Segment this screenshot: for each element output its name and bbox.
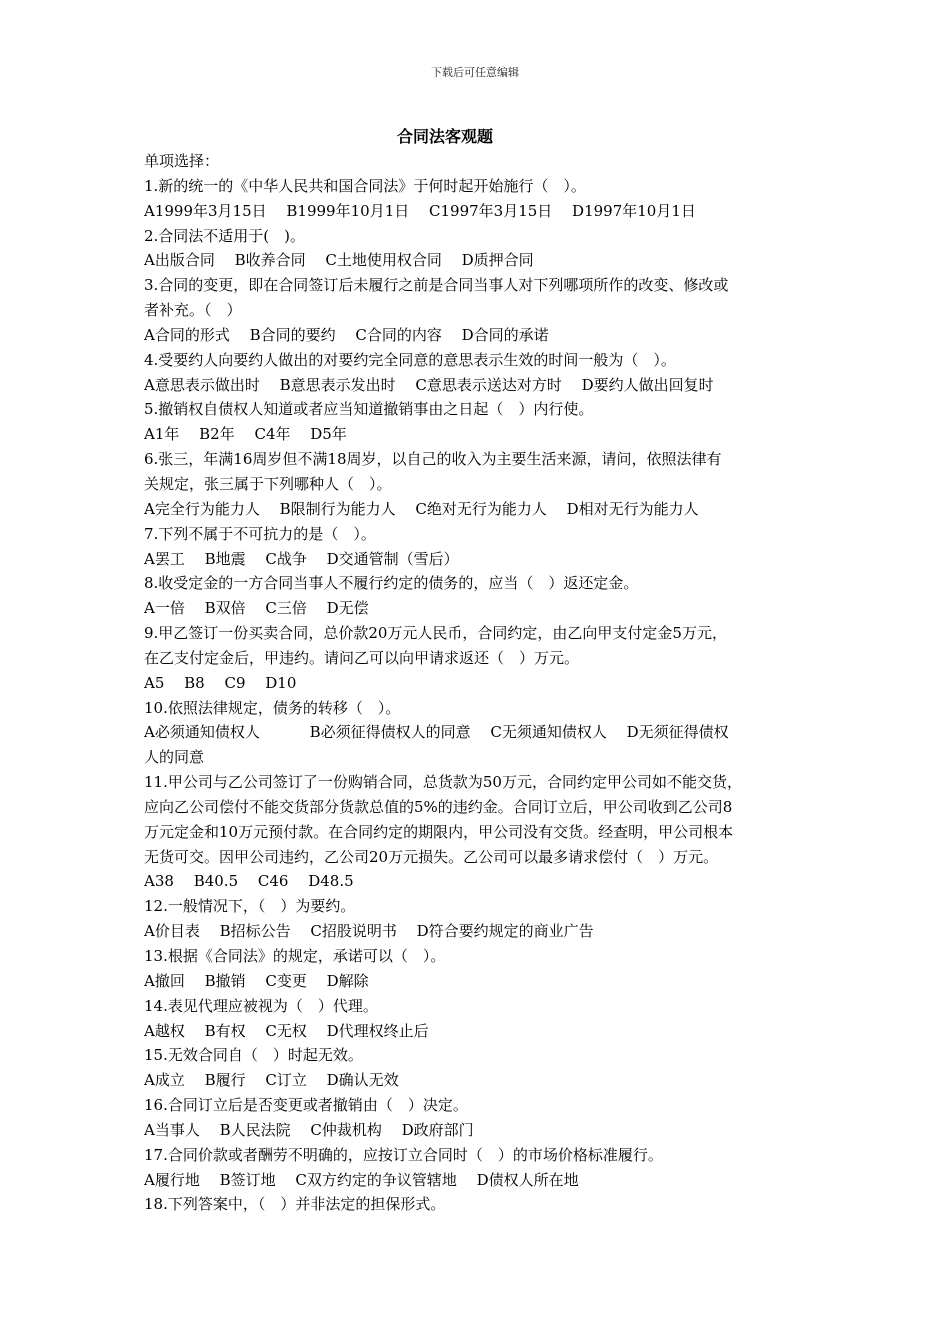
options-10: A必须通知债权人 B必须征得债权人的同意 C无须通知债权人 D无须征得债权	[144, 723, 729, 742]
section-heading: 单项选择：	[144, 152, 220, 170]
question-11-cont-2: 万元定金和10万元预付款。在合同约定的期限内，甲公司没有交货。经查明，甲公司根本	[144, 822, 734, 841]
options-9: A5 B8 C9 D10	[144, 673, 297, 692]
options-5: A1年 B2年 C4年 D5年	[144, 425, 347, 444]
question-9: 9.甲乙签订一份买卖合同，总价款20万元人民币，合同约定，由乙向甲支付定金5万元，	[144, 624, 727, 643]
question-11: 11.甲公司与乙公司签订了一份购销合同，总货款为50万元，合同约定甲公司如不能交货，	[144, 773, 742, 792]
options-16: A当事人 B人民法院 C仲裁机构 D政府部门	[144, 1120, 474, 1139]
question-10: 10.依照法律规定，债务的转移（ ）。	[144, 698, 401, 717]
question-8: 8.收受定金的一方合同当事人不履行约定的债务的，应当（ ）返还定金。	[144, 574, 639, 593]
options-2: A出版合同 B收养合同 C土地使用权合同 D质押合同	[144, 251, 534, 270]
options-10-cont: 人的同意	[144, 748, 205, 767]
question-9-cont: 在乙支付定金后，甲违约。请问乙可以向甲请求返还（ ）万元。	[144, 648, 580, 667]
options-4: A意思表示做出时 B意思表示发出时 C意思表示送达对方时 D要约人做出回复时	[144, 375, 714, 394]
question-3: 3.合同的变更，即在合同签订后未履行之前是合同当事人对下列哪项所作的改变、修改或	[144, 276, 729, 295]
options-17: A履行地 B签订地 C双方约定的争议管辖地 D债权人所在地	[144, 1170, 579, 1189]
options-3: A合同的形式 B合同的要约 C合同的内容 D合同的承诺	[144, 325, 549, 344]
document-title: 合同法客观题	[396, 127, 493, 146]
options-8: A一倍 B双倍 C三倍 D无偿	[144, 599, 369, 618]
question-13: 13.根据《合同法》的规定，承诺可以（ ）。	[144, 947, 446, 965]
question-4: 4.受要约人向要约人做出的对要约完全同意的意思表示生效的时间一般为（ ）。	[144, 350, 676, 369]
question-17: 17.合同价款或者酬劳不明确的，应按订立合同时（ ）的市场价格标准履行。	[144, 1145, 663, 1164]
question-11-cont-3: 无货可交。因甲公司违约，乙公司20万元损失。乙公司可以最多请求偿付（ ）万元。	[144, 847, 719, 866]
question-11-cont-1: 应向乙公司偿付不能交货部分货款总值的5%的违约金。合同订立后，甲公司收到乙公司8	[144, 797, 733, 816]
question-14: 14.表见代理应被视为（ ）代理。	[144, 996, 378, 1015]
question-6-cont: 关规定，张三属于下列哪种人（ ）。	[144, 474, 392, 493]
options-1: A1999年3月15日 B1999年10月1日 C1997年3月15日 D1997年10月1日	[144, 201, 696, 220]
options-7: A罢工 B地震 C战争 D交通管制（雪后）	[144, 549, 459, 568]
header-note: 下载后可任意编辑	[431, 66, 519, 79]
question-15: 15.无效合同自（ ）时起无效。	[144, 1046, 363, 1065]
question-6: 6.张三，年满16周岁但不满18周岁，以自己的收入为主要生活来源，请问，依照法律有	[144, 450, 722, 469]
document-body	[144, 149, 812, 1217]
question-5: 5.撤销权自债权人知道或者应当知道撤销事由之日起（ ）内行使。	[144, 400, 594, 419]
options-13: A撤回 B撤销 C变更 D解除	[144, 971, 369, 990]
question-2: 2.合同法不适用于( )。	[144, 226, 306, 245]
question-1: 1.新的统一的《中华人民共和国合同法》于何时起开始施行（ ）。	[144, 176, 586, 195]
question-7: 7.下列不属于不可抗力的是（ ）。	[144, 524, 376, 543]
question-12: 12.一般情况下，（ ）为要约。	[144, 897, 356, 916]
question-16: 16.合同订立后是否变更或者撤销由（ ）决定。	[144, 1096, 468, 1115]
options-6: A完全行为能力人 B限制行为能力人 C绝对无行为能力人 D相对无行为能力人	[144, 499, 699, 518]
options-15: A成立 B履行 C订立 D确认无效	[144, 1071, 399, 1090]
question-18: 18.下列答案中，（ ）并非法定的担保形式。	[144, 1195, 446, 1214]
options-11: A38 B40.5 C46 D48.5	[144, 872, 354, 891]
options-14: A越权 B有权 C无权 D代理权终止后	[144, 1021, 429, 1040]
question-3-cont: 者补充。（ ）	[144, 301, 242, 320]
options-12: A价目表 B招标公告 C招股说明书 D符合要约规定的商业广告	[144, 922, 594, 941]
